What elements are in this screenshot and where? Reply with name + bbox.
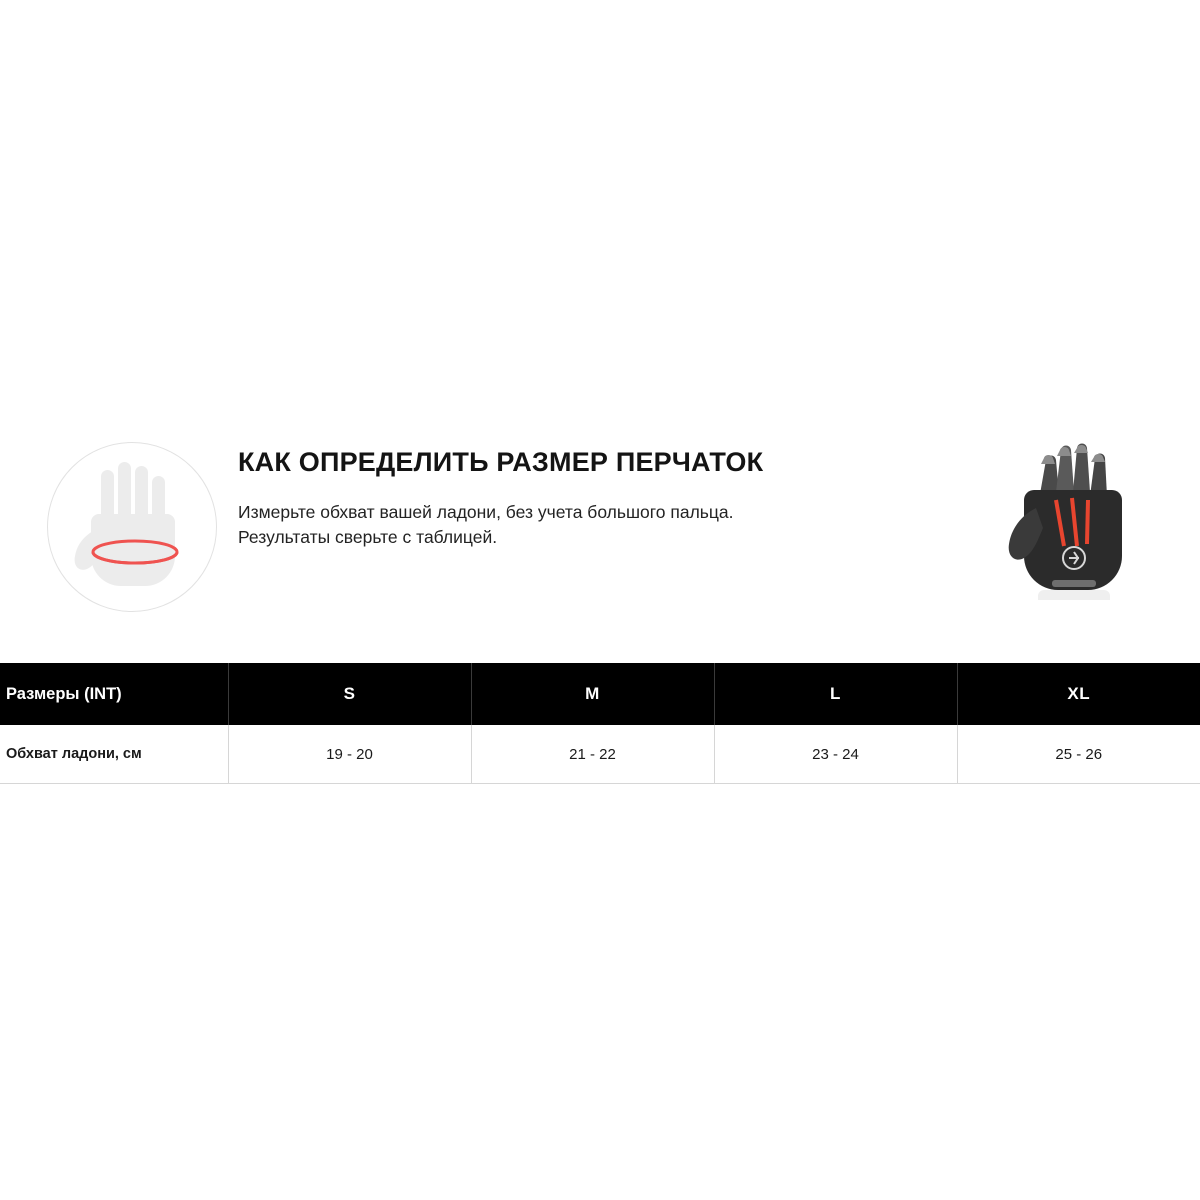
hand-measure-icon xyxy=(47,442,219,614)
cell-palm-xl: 25 - 26 xyxy=(957,725,1200,784)
size-guide-header xyxy=(0,432,1200,657)
cell-palm-l: 23 - 24 xyxy=(714,725,957,784)
table-header-size-m: M xyxy=(471,663,714,725)
table-header-label: Размеры (INT) xyxy=(0,663,228,725)
row-label-palm-circumference: Обхват ладони, см xyxy=(0,725,228,784)
table-header-size-xl: XL xyxy=(957,663,1200,725)
cell-palm-s: 19 - 20 xyxy=(228,725,471,784)
table-header-size-l: L xyxy=(714,663,957,725)
size-table xyxy=(0,663,1200,784)
instruction-line-2: Результаты сверьте с таблицей. xyxy=(238,527,498,548)
table-body xyxy=(0,725,1200,784)
table-header-row xyxy=(0,663,1200,725)
table-header xyxy=(0,663,1200,725)
instruction-line-1: Измерьте обхват вашей ладони, без учета большого пальца. xyxy=(238,501,734,522)
table-header-size-s: S xyxy=(228,663,471,725)
hand-measure-illustration xyxy=(47,442,219,614)
instruction-text xyxy=(238,500,878,551)
cell-palm-m: 21 - 22 xyxy=(471,725,714,784)
page-title: КАК ОПРЕДЕЛИТЬ РАЗМЕР ПЕРЧАТОК xyxy=(238,447,764,477)
glove-product-photo xyxy=(1000,442,1150,632)
table-row xyxy=(0,725,1200,784)
header-text-column xyxy=(238,448,1018,550)
